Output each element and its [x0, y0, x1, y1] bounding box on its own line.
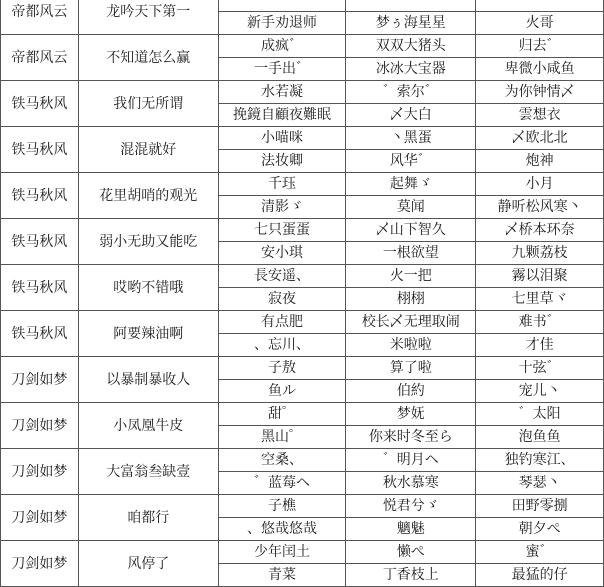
table-row: [1, 495, 604, 518]
member-cell: 丶黑蛋: [346, 127, 476, 150]
member-cell: 校长乄无理取闹: [346, 311, 476, 334]
guild-cell: 哎哟不错哦: [78, 265, 218, 311]
guild-cell: 花里胡哨的观光: [78, 173, 218, 219]
member-cell: 火哥: [476, 12, 604, 35]
member-cell: [476, 0, 604, 12]
member-cell: 有点肥: [218, 311, 346, 334]
member-cell: 九颗荔枝: [476, 242, 604, 265]
member-cell: 青菜: [218, 564, 346, 587]
member-cell: 清影ゞ: [218, 196, 346, 219]
member-cell: 黑山゜: [218, 426, 346, 449]
server-cell: 铁马秋风: [1, 81, 79, 127]
member-cell: 你来时冬至ら: [346, 426, 476, 449]
member-cell: 乄桥本环奈: [476, 219, 604, 242]
member-cell: 七里草ヾ: [476, 288, 604, 311]
member-cell: 安小琪: [218, 242, 346, 265]
member-cell: 霧以泪聚: [476, 265, 604, 288]
table-row: [1, 219, 604, 242]
member-cell: ゛明月ヘ: [346, 449, 476, 472]
member-cell: 長安遥、: [218, 265, 346, 288]
table-row: [1, 81, 604, 104]
member-cell: 栩栩: [346, 288, 476, 311]
roster-table-body: [1, 0, 604, 587]
member-cell: 魑魅: [346, 518, 476, 541]
member-cell: 为你钟情乄: [476, 81, 604, 104]
member-cell: 朝夕ぺ: [476, 518, 604, 541]
member-cell: 乄欧北北: [476, 127, 604, 150]
guild-cell: 弱小无助又能吃: [78, 219, 218, 265]
member-cell: 冰冰大宝器: [346, 58, 476, 81]
member-cell: 一根欲望: [346, 242, 476, 265]
member-cell: 成疯゛: [218, 35, 346, 58]
member-cell: 寂夜: [218, 288, 346, 311]
member-cell: 十弦゛: [476, 357, 604, 380]
guild-cell: 小凤凰牛皮: [78, 403, 218, 449]
member-cell: 莫闻: [346, 196, 476, 219]
table-row: [1, 403, 604, 426]
server-cell: 铁马秋风: [1, 265, 79, 311]
table-row: [1, 541, 604, 564]
member-cell: 空桑、: [218, 449, 346, 472]
table-row: [1, 173, 604, 196]
server-cell: 帝都风云: [1, 35, 79, 81]
server-cell: 铁马秋风: [1, 127, 79, 173]
guild-cell: 混混就好: [78, 127, 218, 173]
member-cell: 千珏: [218, 173, 346, 196]
table-row: [1, 265, 604, 288]
member-cell: 新手劝退师: [218, 12, 346, 35]
member-cell: 归去゛: [476, 35, 604, 58]
table-row: [1, 35, 604, 58]
guild-cell: 龙吟天下第一: [78, 0, 218, 35]
member-cell: ゛蓝莓ヘ: [218, 472, 346, 495]
member-cell: 一手出゛: [218, 58, 346, 81]
guild-cell: 以暴制暴收人: [78, 357, 218, 403]
member-cell: 难书゛: [476, 311, 604, 334]
server-cell: 铁马秋风: [1, 173, 79, 219]
guild-cell: 大富翁叁缺壹: [78, 449, 218, 495]
guild-cell: 咱都行: [78, 495, 218, 541]
member-cell: 火一把: [346, 265, 476, 288]
table-row: [1, 0, 604, 12]
member-cell: 炮神: [476, 150, 604, 173]
member-cell: 田野零捌: [476, 495, 604, 518]
member-cell: 双双大猪头: [346, 35, 476, 58]
member-cell: 雲想衣: [476, 104, 604, 127]
member-cell: 鱼ル: [218, 380, 346, 403]
member-cell: 算了啦: [346, 357, 476, 380]
member-cell: 蜜゛: [476, 541, 604, 564]
member-cell: ゛索尔゛: [346, 81, 476, 104]
member-cell: 七只蛋蛋: [218, 219, 346, 242]
member-cell: 、悠哉悠哉: [218, 518, 346, 541]
member-cell: 小月: [476, 173, 604, 196]
member-cell: 小喵咪: [218, 127, 346, 150]
table-row: [1, 357, 604, 380]
guild-cell: 风停了: [78, 541, 218, 587]
member-cell: 子敖: [218, 357, 346, 380]
member-cell: 独钓寒江、: [476, 449, 604, 472]
table-row: [1, 449, 604, 472]
member-cell: 悦君兮ゞ: [346, 495, 476, 518]
member-cell: 丁香枝上: [346, 564, 476, 587]
member-cell: 卑微小咸鱼: [476, 58, 604, 81]
member-cell: 水若凝: [218, 81, 346, 104]
server-cell: 刀剑如梦: [1, 357, 79, 403]
member-cell: [218, 0, 346, 12]
server-cell: 铁马秋风: [1, 311, 79, 357]
member-cell: 伯約: [346, 380, 476, 403]
member-cell: 风华゛: [346, 150, 476, 173]
member-cell: 法妆卿: [218, 150, 346, 173]
server-cell: 刀剑如梦: [1, 541, 79, 587]
member-cell: 甜゜: [218, 403, 346, 426]
member-cell: 子樵: [218, 495, 346, 518]
member-cell: [346, 0, 476, 12]
member-cell: 乄山下智久: [346, 219, 476, 242]
server-cell: 刀剑如梦: [1, 495, 79, 541]
table-row: [1, 127, 604, 150]
member-cell: 挽鏡自顧夜難眠: [218, 104, 346, 127]
guild-cell: 阿要辣油啊: [78, 311, 218, 357]
guild-cell: 我们无所谓: [78, 81, 218, 127]
member-cell: 梦ぅ海星星: [346, 12, 476, 35]
member-cell: 梦妩: [346, 403, 476, 426]
member-cell: 泡鱼鱼: [476, 426, 604, 449]
member-cell: 才佳: [476, 334, 604, 357]
server-cell: 刀剑如梦: [1, 449, 79, 495]
guild-cell: 不知道怎么赢: [78, 35, 218, 81]
member-cell: 懒ぺ: [346, 541, 476, 564]
member-cell: 琴瑟丶: [476, 472, 604, 495]
member-cell: 起舞ゞ: [346, 173, 476, 196]
member-cell: 秋水慕寒: [346, 472, 476, 495]
member-cell: 乄大白: [346, 104, 476, 127]
server-cell: 刀剑如梦: [1, 403, 79, 449]
table-row: [1, 311, 604, 334]
member-cell: 静听松风寒丶: [476, 196, 604, 219]
server-cell: 铁马秋风: [1, 219, 79, 265]
member-cell: 米啦啦: [346, 334, 476, 357]
member-cell: 少年闰土: [218, 541, 346, 564]
server-cell: 帝都风云: [1, 0, 79, 35]
member-cell: 、忘川、: [218, 334, 346, 357]
member-cell: 宠儿丶: [476, 380, 604, 403]
member-cell: ゛太阳: [476, 403, 604, 426]
member-cell: 最猛的仔: [476, 564, 604, 587]
